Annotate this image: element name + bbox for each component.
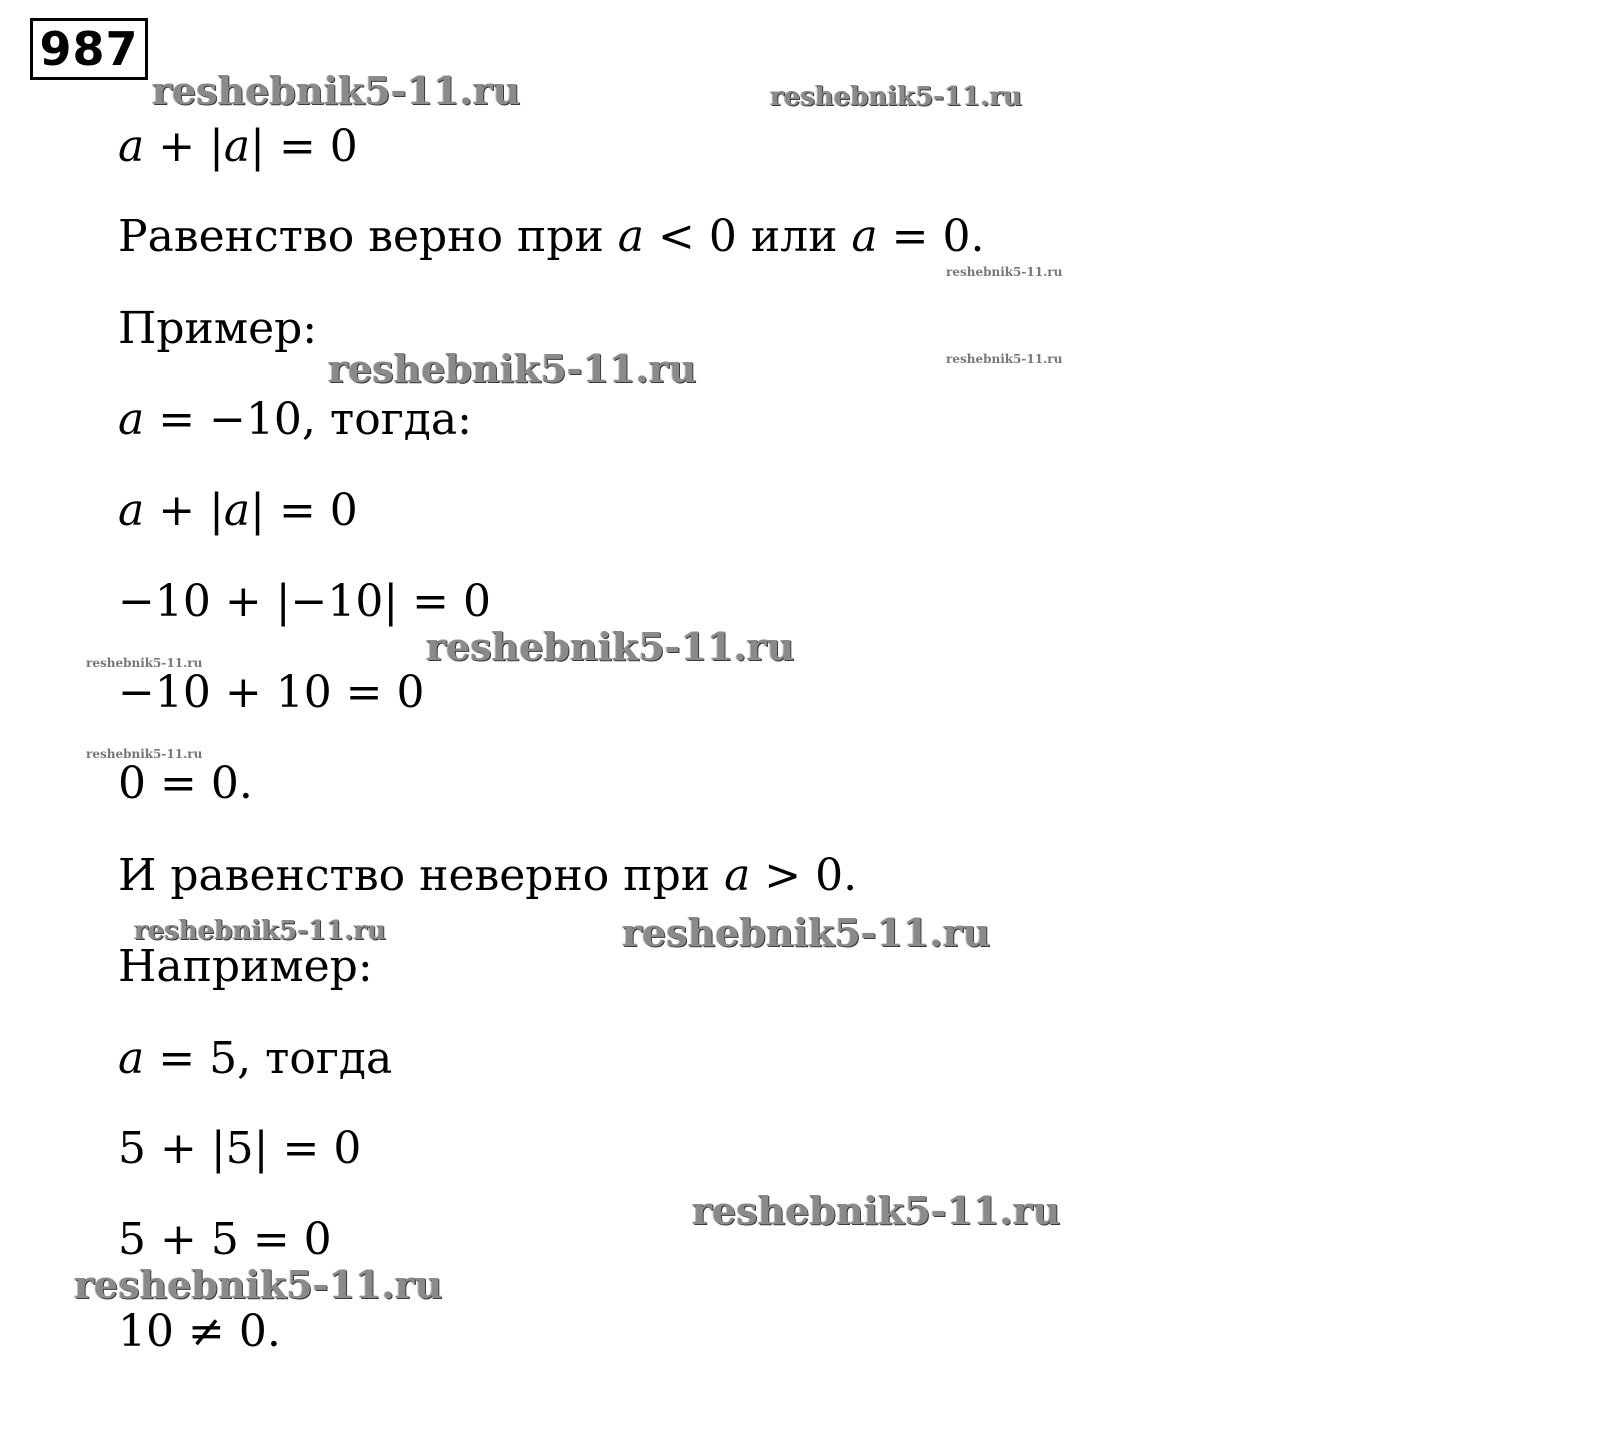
watermark: reshebnik5-11.ru: [152, 68, 521, 113]
watermark: reshebnik5-11.ru: [946, 265, 1063, 279]
equation-line: 5 + 5 = 0: [118, 1214, 332, 1265]
text-line: И равенство неверно при 𝑎 > 0.: [118, 850, 858, 901]
watermark: reshebnik5-11.ru: [74, 1262, 443, 1307]
problem-number: 987: [30, 18, 148, 80]
watermark: reshebnik5-11.ru: [770, 82, 1023, 112]
watermark: reshebnik5-11.ru: [692, 1188, 1061, 1233]
watermark: reshebnik5-11.ru: [86, 747, 203, 761]
watermark: reshebnik5-11.ru: [946, 352, 1063, 366]
text-line: 𝑎 = 5, тогда: [118, 1033, 393, 1084]
equation-line: 10 ≠ 0.: [118, 1306, 281, 1357]
text-line: Равенство верно при 𝑎 < 0 или 𝑎 = 0.: [118, 211, 985, 262]
text-line: 𝑎 = −10, тогда:: [118, 394, 472, 445]
watermark: reshebnik5-11.ru: [622, 910, 991, 955]
equation-line: −10 + |−10| = 0: [118, 576, 492, 627]
watermark: reshebnik5-11.ru: [134, 916, 387, 946]
text-line: Например:: [118, 941, 373, 992]
equation-line: 5 + |5| = 0: [118, 1123, 362, 1174]
equation-line: 𝑎 + |𝑎| = 0: [118, 121, 358, 172]
equation-line: 0 = 0.: [118, 758, 253, 809]
watermark: reshebnik5-11.ru: [328, 346, 697, 391]
watermark: reshebnik5-11.ru: [86, 656, 203, 670]
equation-line: −10 + 10 = 0: [118, 667, 425, 718]
equation-line: 𝑎 + |𝑎| = 0: [118, 485, 358, 536]
watermark: reshebnik5-11.ru: [426, 624, 795, 669]
text-line: Пример:: [118, 303, 318, 354]
